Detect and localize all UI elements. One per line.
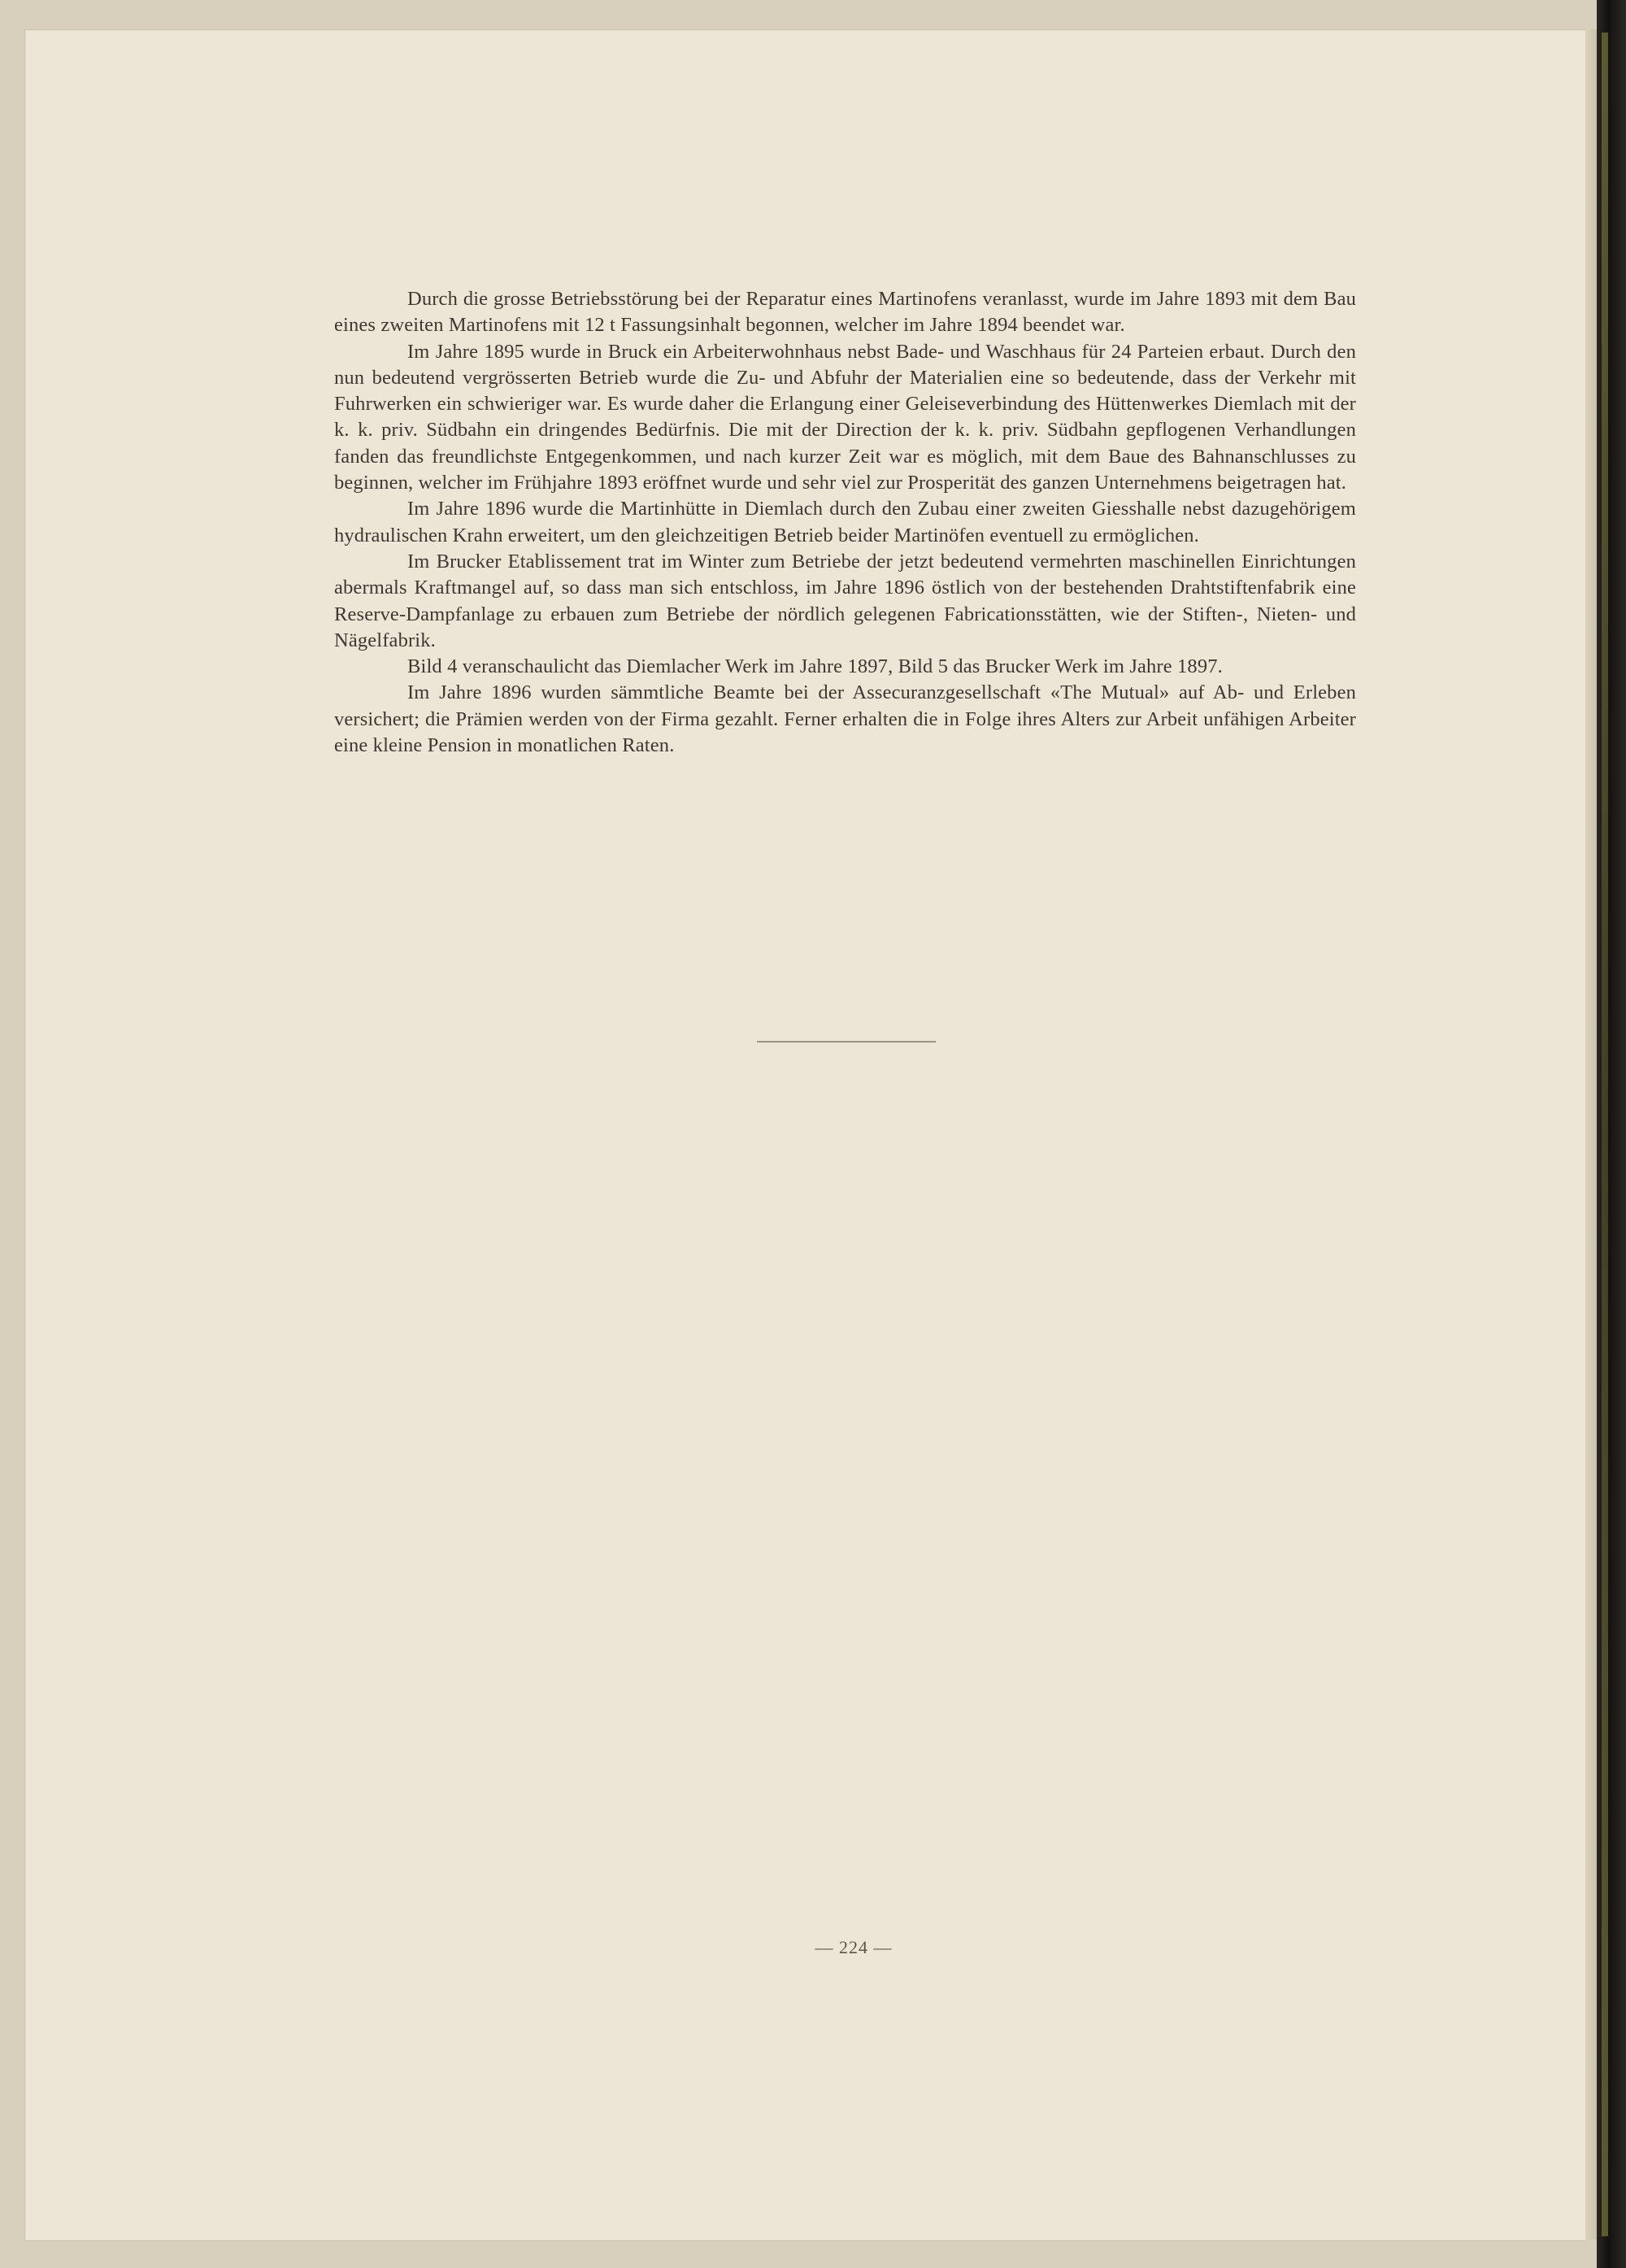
- paragraph-6: Im Jahre 1896 wurden sämmtliche Beamte bei der Assecuranzgesellschaft «The Mutual» auf Ab- und Erleben versichert; die Prämien werden von der Firma gezahlt. Ferner erhalten die in Folge ihres Alters zur Arbeit unfähigen Arbeiter eine kleine Pension in monatlichen Raten.: [334, 681, 1356, 757]
- book-binding: [1597, 0, 1626, 2268]
- paragraph-3: Im Jahre 1896 wurde die Martinhütte in Diemlach durch den Zubau einer zweiten Giesshalle nebst dazugehörigem hydraulischen Krahn erweitert, um den gleichzeitigen Betrieb beider Martinöfen eventuell zu ermöglichen.: [334, 498, 1356, 546]
- body-text: [334, 286, 1356, 759]
- page-edge-shadow: [1585, 29, 1597, 2240]
- section-divider-rule: [757, 1041, 936, 1043]
- binding-cloth-strip: [1602, 33, 1608, 2236]
- page-number: — 224 —: [815, 1937, 893, 1957]
- paragraph-5: Bild 4 veranschaulicht das Diemlacher Werk im Jahre 1897, Bild 5 das Brucker Werk im Jahre 1897.: [407, 655, 1223, 678]
- paragraph-1: Durch die grosse Betriebsstörung bei der Reparatur eines Martinofens veranlasst, wurde im Jahre 1893 mit dem Bau eines zweiten Martinofens mit 12 t Fassungsinhalt begonnen, welcher im Jahre 1894 beendet war.: [334, 288, 1356, 337]
- paragraph-4: Im Brucker Etablissement trat im Winter zum Betriebe der jetzt bedeutend vermehrten maschinellen Einrichtungen abermals Kraftmangel auf, so dass man sich entschloss, im Jahre 1896 östlich von der bestehenden Drahtstiftenfabrik eine Reserve-Dampfanlage zu erbauen zum Betriebe der nördlich gelegenen Fabricationsstätten, wie der Stiften-, Nieten- und Nägelfabrik.: [334, 550, 1356, 651]
- paragraph-2: Im Jahre 1895 wurde in Bruck ein Arbeiterwohnhaus nebst Bade- und Waschhaus für 24 Parteien erbaut. Durch den nun bedeutend vergrösserten Betrieb wurde die Zu- und Abfuhr der Materialien eine so bedeutende, dass der Verkehr mit Fuhrwerken ein schwieriger war. Es wurde daher die Erlangung einer Geleiseverbindung des Hüttenwerkes Diemlach mit der k. k. priv. Südbahn ein dringendes Bedürfnis. Die mit der Direction der k. k. priv. Südbahn gepflogenen Verhandlungen fanden das freundlichste Entgegenkommen, und nach kurzer Zeit war es möglich, mit dem Baue des Bahnanschlusses zu beginnen, welcher im Frühjahre 1893 eröffnet wurde und sehr viel zur Prosperität des ganzen Unternehmens beigetragen hat.: [334, 340, 1356, 494]
- scan-background-top: [0, 0, 1597, 29]
